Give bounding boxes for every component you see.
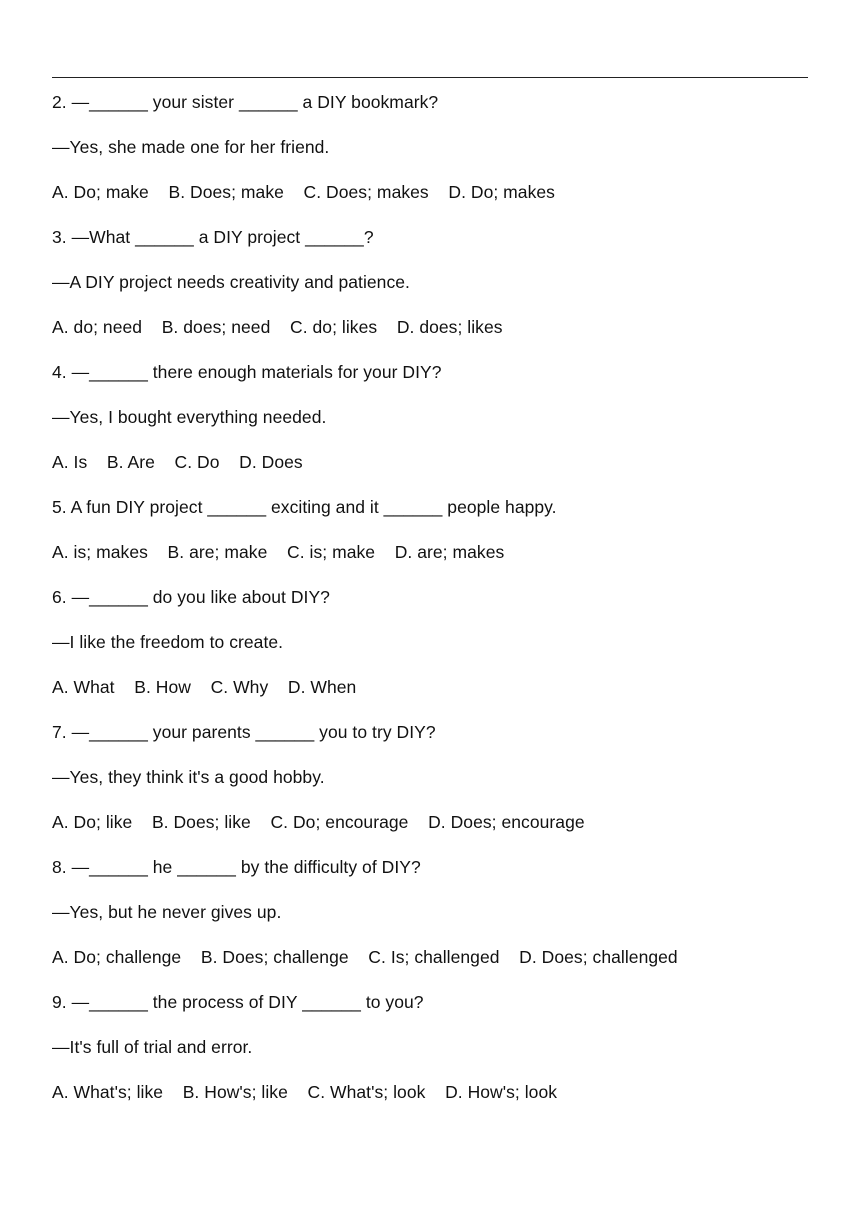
question-3-answer: —A DIY project needs creativity and patience. [52,272,410,292]
question-4-stem: 4. —______ there enough materials for your DIY? [52,362,442,382]
question-8-stem: 8. —______ he ______ by the difficulty of DIY? [52,857,421,877]
question-3-options: A. do; need B. does; need C. do; likes D. does; likes [52,317,503,337]
question-4-answer: —Yes, I bought everything needed. [52,407,327,427]
header-rule [52,77,808,78]
question-8-answer: —Yes, but he never gives up. [52,902,282,922]
question-list [52,89,812,1124]
question-2-stem: 2. —______ your sister ______ a DIY bookmark? [52,92,439,112]
question-6-answer: —I like the freedom to create. [52,632,284,652]
question-6-options: A. What B. How C. Why D. When [52,677,357,697]
question-6-stem: 6. —______ do you like about DIY? [52,587,330,607]
question-3-stem: 3. —What ______ a DIY project ______? [52,227,374,247]
question-7-stem: 7. —______ your parents ______ you to try DIY? [52,722,436,742]
question-8-options: A. Do; challenge B. Does; challenge C. Is; challenged D. Does; challenged [52,947,678,967]
question-5-options: A. is; makes B. are; make C. is; make D. are; makes [52,542,505,562]
question-4-options: A. Is B. Are C. Do D. Does [52,452,303,472]
question-9-answer: —It's full of trial and error. [52,1037,253,1057]
question-7-options: A. Do; like B. Does; like C. Do; encourage D. Does; encourage [52,812,585,832]
question-9-options: A. What's; like B. How's; like C. What's; look D. How's; look [52,1082,558,1102]
question-2-answer: —Yes, she made one for her friend. [52,137,330,157]
question-5-stem: 5. A fun DIY project ______ exciting and it ______ people happy. [52,497,557,517]
question-7-answer: —Yes, they think it's a good hobby. [52,767,325,787]
question-9-stem: 9. —______ the process of DIY ______ to you? [52,992,424,1012]
question-2-options: A. Do; make B. Does; make C. Does; makes D. Do; makes [52,182,555,202]
